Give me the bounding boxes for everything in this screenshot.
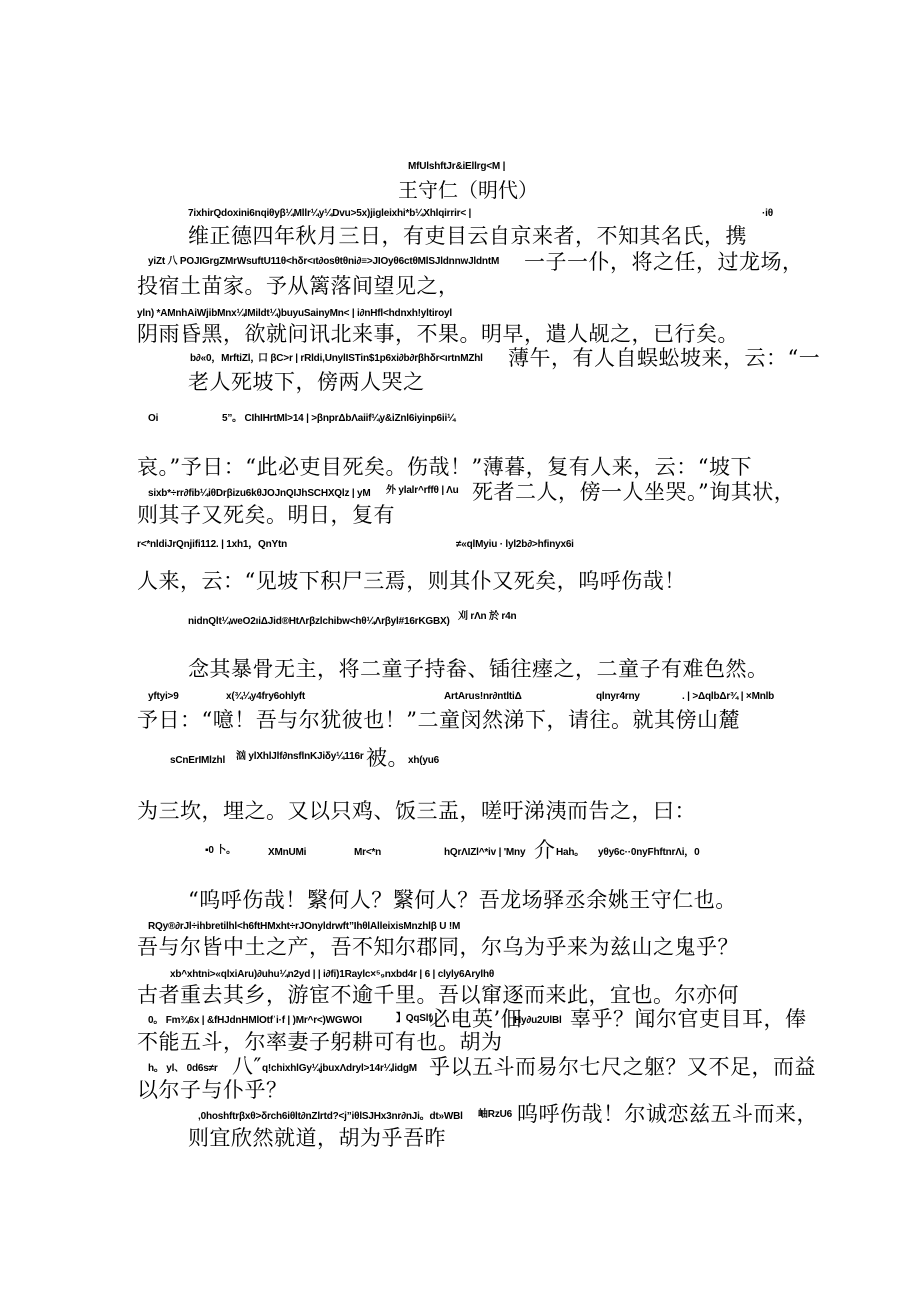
text-line: 为三坎，埋之。又以只鸡、饭三盂，嗟吁涕洟而告之，曰：	[137, 799, 696, 823]
text-line: 古者重去其乡，游宦不逾千里。吾以窜逐而来此，宜也。尔亦何	[137, 983, 739, 1007]
text-line: 老人死坡下，傍两人哭之	[188, 370, 425, 394]
text-line: h。 yl、 0d6s≠r	[148, 1063, 218, 1074]
text-line: 八″	[232, 1054, 262, 1078]
text-line: 死者二人，傍一人坐哭。”询其状，	[472, 480, 796, 504]
text-line: r<*nldiJrQnjifi112. | 1xh1，QnYtn	[137, 539, 288, 550]
text-line: . | >ΔqlbΔr¾ | ×Mnlb	[682, 691, 775, 702]
text-line: 则其子又死矣。明日，复有	[137, 503, 395, 527]
text-line: b∂«0，MrftiZl，	[190, 353, 261, 364]
text-line: 汹 ylXhlJlf∂nsflnKJiδy¼116r	[236, 751, 364, 762]
text-line: sCnErIMlzhl	[170, 755, 226, 766]
text-line: yθy6c··0nyFhftnrΛi，0	[598, 847, 700, 858]
text-line: xb^xhtni>«qlxiAru)∂uhu¼n2yd | | i∂fi)1Raylc×⁵₉nxbd4r | 6 | clyly6Arylhθ	[170, 969, 495, 980]
text-line: 7ixhirQdoxini6nqiθyβ¼Mllr¼y¼Dvu>5x)jigleixhi*b¼Xhlqirrir< |	[188, 208, 472, 219]
text-line: 阴雨昏黑，欲就问讯北来事，不果。明早，遣人觇之，已行矣。	[137, 322, 739, 346]
text-line: RQy®∂rJl÷ihbretilhl<h6ftHMxht÷rJOnyldrwft”IhθlAlleixisMnzhlβ U !M	[148, 921, 461, 932]
text-line: 以尔子与仆乎？	[137, 1078, 288, 1102]
text-line: yiZt 八 POJIGrgZMrWsuftU11θ<hδr<ıt∂osθtθni∂≡>JIOyθ6ctθMlSJldnnwJldntM	[148, 256, 500, 267]
text-line: qlnyr4rny	[596, 691, 640, 702]
text-line: 外 ylalr^rffθ | Λu	[386, 485, 459, 496]
text-line: Hah。	[556, 847, 585, 858]
text-line: 维正德四年秋月三日，有吏目云自京来者，不知其名氏，携	[188, 224, 747, 248]
text-line: ≠«qlMyiu · lyl2b∂>hfinyx6i	[456, 539, 574, 550]
text-line: 5”。 CIhIHrtMl>14 | >βnprΔbΛaiif¼y&iZnl6iyinp6ii¼	[222, 413, 456, 424]
text-line: 吾与尔皆中土之产，吾不知尔郡同，尔乌为乎来为兹山之鬼乎？	[137, 935, 739, 959]
text-line: 人来，云：“见坡下积尸三焉，则其仆又死矣，呜呼伤哉！	[137, 569, 686, 593]
text-line: 0。 Fm¾6x | &fHJdnHMlOtfˈi·f | )Mr^r<)WGWOI	[148, 1015, 362, 1026]
text-line: 口 βC>r | rRldi,UnylISTin$1p6xi∂b∂rβhδr<ırtnMZhl	[258, 353, 483, 364]
text-line: 一子一仆，将之任，过龙场，	[524, 250, 804, 274]
text-line: q!chixhlGy¼jbuxΛdryl>14r¼lidgM	[262, 1063, 417, 1074]
text-line: 呜呼伤哉！尔诚恋兹五斗而来，	[517, 1102, 818, 1126]
text-line: 哀。”予日：“此必吏目死矣。伤哉！”薄暮，复有人来，云：“坡下	[137, 455, 752, 479]
text-line: 薄午，有人自蜈蚣坡来，云：“一	[508, 346, 821, 370]
text-line: 介	[534, 838, 556, 862]
text-line: 必电英’佃	[429, 1007, 523, 1031]
text-line: 不能五斗，尔率妻子躬耕可有也。胡为	[137, 1030, 503, 1054]
text-line: 被。	[366, 746, 409, 770]
text-line: 投宿土苗家。予从篱落间望见之，	[137, 274, 460, 298]
text-line: 则宜欣然就道，胡为乎吾昨	[188, 1126, 446, 1150]
text-line: x(¾¼y4fry6ohlyft	[226, 691, 306, 702]
text-line: ArtArus!nr∂ntltiΔ	[444, 691, 522, 702]
header-code: MfUlshftJr&iEllrg<M |	[408, 161, 506, 172]
text-line: xh(yu6	[408, 755, 440, 766]
text-line: 予日：“噫！吾与尔犹彼也！”二童闵然涕下，请往。就其傍山麓	[137, 708, 740, 732]
text-line: 】QqSlf	[396, 1013, 432, 1024]
text-line: 岫RzU6	[478, 1109, 513, 1120]
text-line: Oi	[148, 413, 159, 424]
text-line: sixb*÷rr∂fib¼iθDrβizu6kθJOJnQIJhSCHXQlz | yM	[148, 488, 371, 499]
text-line: hQrΛIZl^*iv | 'Mny	[444, 847, 526, 858]
text-line: 乎以五斗而易尔七尺之躯？又不足，而益	[429, 1055, 816, 1079]
text-line: yln) *AMnhAiWjibMnx¼IMildt¼)buyuSainyMn< | i∂nHfl<hdnxh!yltiroyl	[137, 308, 452, 319]
text-line: 辜乎？闻尔官吏目耳，俸	[570, 1007, 807, 1031]
text-line: Mr<*n	[354, 847, 382, 858]
text-line: 念其暴骨无主，将二童子持畚、锸往瘗之，二童子有难色然。	[188, 657, 769, 681]
text-line: 刈 rΛn 於 r4n	[458, 611, 517, 622]
text-line: nidnQlt¼weO2ıiΔJid®HtΛrβzlchibw<hθ¼Λrβyl#16rKGBX)	[188, 616, 450, 627]
text-line: XMnUMi	[268, 847, 307, 858]
text-line: “呜呼伤哉！繄何人？繄何人？吾龙场驿丞余姚王守仁也。	[188, 888, 737, 912]
text-line: ·iθ	[762, 208, 773, 219]
page-title: 王守仁（明代）	[398, 178, 538, 202]
text-line: ▪0 卜。	[205, 845, 236, 856]
text-line: yftyi>9	[148, 691, 179, 702]
text-line: Hy∂u2UlBl	[514, 1015, 562, 1026]
text-line: ,0hoshftrβxθ>δrch6iθlt∂nZlrtd?<j”iθlSJHx3nr∂nJi。dt»WBl	[198, 1111, 463, 1122]
